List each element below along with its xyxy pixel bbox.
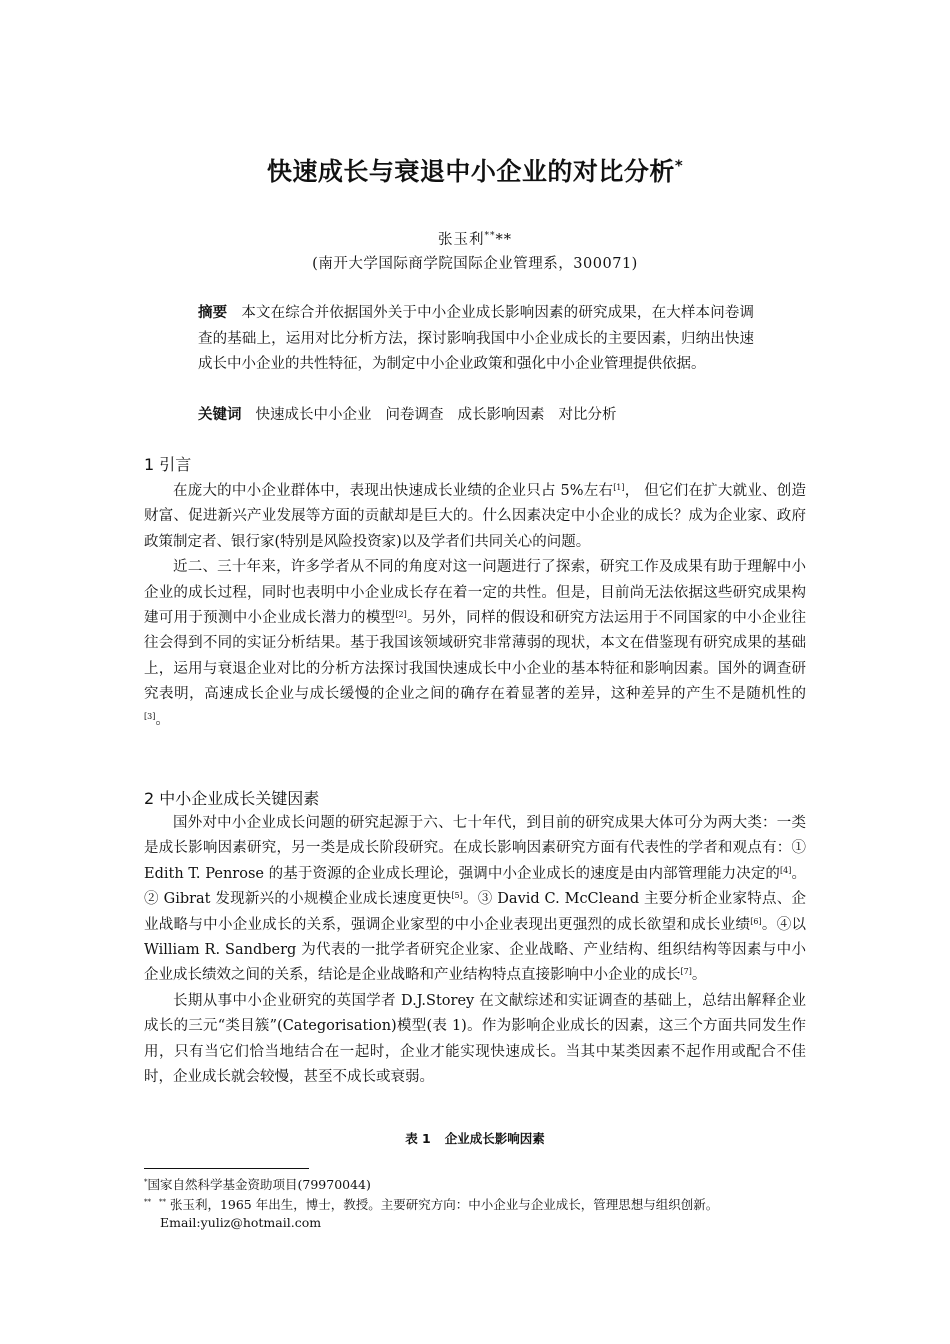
paragraph <box>144 811 806 989</box>
citation-ref: [6] <box>750 916 762 926</box>
citation-ref: [3] <box>144 711 156 721</box>
keywords-label: 关键词 <box>198 407 242 423</box>
abstract-label: 摘要 <box>198 305 228 321</box>
table-title: 企业成长影响因素 <box>444 1131 545 1146</box>
title-footnote-mark: * <box>674 156 684 175</box>
citation-ref: [7] <box>680 967 692 977</box>
citation-ref: [4] <box>780 865 792 875</box>
text-run: 在庞大的中小企业群体中，表现出快速成长业绩的企业只占 5%左右 <box>173 483 614 499</box>
text-run: 。 <box>155 711 170 728</box>
table-caption <box>0 1129 950 1147</box>
footnote-mark: ** <box>144 1198 151 1206</box>
text-run: 。② Gibrat 发现新兴的小规模企业成长速度更快 <box>144 865 807 908</box>
section-1-body <box>144 479 806 733</box>
text-run: 。 <box>691 967 707 984</box>
paragraph <box>144 555 806 733</box>
text-run: 。③ David C. McCleand 主要分析企业家特点、企业战略与中小企业成长的关系，强调企业家型的中小企业表现出更强烈的成长欲望和成长业绩 <box>144 891 806 933</box>
citation-ref: [1] <box>613 483 625 492</box>
footnote-text: 国家自然科学基金资助项目(79970044) <box>147 1177 371 1192</box>
abstract-text: 本文在综合并依据国外关于中小企业成长影响因素的研究成果，在大样本问卷调查的基础上，运用对比分析方法，探讨影响我国中小企业成长的主要因素，归纳出快速成长中小企业的共性特征，为制定中小企业政策和强化中小企业管理提供依据。 <box>198 305 755 372</box>
author-line <box>0 228 950 249</box>
author-footnote-mark-2: ** <box>495 232 512 248</box>
keyword-item: 成长影响因素 <box>457 407 545 423</box>
footnote-text: 张玉利，1965 年出生，博士，教授。主要研究方向：中小企业与企业成长，管理思想与组织创新。 <box>169 1197 719 1212</box>
text-run: 。④以 William R. Sandberg 为代表的一批学者研究企业家、企业战略、产业结构、组织结构等因素与中小企业成长绩效之间的关系，结论是企业战略和产业结构特点直接影响中小企业的成长 <box>144 916 807 984</box>
section-heading-2: 2 中小企业成长关键因素 <box>144 789 320 808</box>
paragraph: 长期从事中小企业研究的英国学者 D.J.Storey 在文献综述和实证调查的基础上，总结出解释企业成长的三元“类目簇”(Categorisation)模型(表 1)。作为影响企业成长的因素，这三个方面共同发生作用，只有当它们恰当地结合在一起时，企业才能实现快速成长。当其中某类因素不起作用或配合不佳时，企业成长就会较慢，甚至不成长或衰弱。 <box>144 992 806 1086</box>
footnote-mark-inline: ** <box>158 1198 166 1206</box>
footnote-divider <box>144 1168 309 1169</box>
text-run: ， 但它们在扩大就业、创造财富、促进新兴产业发展等方面的贡献却是巨大的。什么因素决定中小企业的成长？成为企业家、政府政策制定者、银行家(特别是风险投资家)以及学者们共同关心的问题。 <box>144 483 806 550</box>
author-footnote-mark: ** <box>484 231 496 242</box>
keyword-item: 快速成长中小企业 <box>255 407 372 423</box>
table-number: 表 1 <box>405 1131 431 1146</box>
title-text: 快速成长与衰退中小企业的对比分析 <box>266 157 675 186</box>
keyword-item: 问卷调查 <box>385 407 444 423</box>
footnote-mark: * <box>144 1178 148 1186</box>
paragraph <box>144 479 806 555</box>
author-affiliation: (南开大学国际商学院国际企业管理系，300071) <box>312 256 638 272</box>
citation-ref: [2] <box>395 610 407 620</box>
text-run: 。另外，同样的假设和研究方法运用于不同国家的中小企业往往会得到不同的实证分析结果。基于我国该领域研究非常薄弱的现状，本文在借鉴现有研究成果的基础上，运用与衰退企业对比的分析方法探讨我国快速成长中小企业的基本特征和影响因素。国外的调查研究表明，高速成长企业与成长缓慢的企业之间的确存在着显著的差异，这种差异的产生不是随机性的 <box>144 610 806 703</box>
footnote-1 <box>144 1175 806 1194</box>
text-run: 国外对中小企业成长问题的研究起源于六、七十年代，到目前的研究成果大体可分为两大类：一类是成长影响因素研究，另一类是成长阶段研究。在成长影响因素研究方面有代表性的学者和观点有：① Edith T. Penrose 的基于资源的企业成长理论，强调中小企业成长的速度是由内部管理能力决定的 <box>144 815 806 882</box>
abstract-block <box>198 301 754 378</box>
paper-title <box>0 152 950 188</box>
author-name: 张玉利 <box>438 232 485 248</box>
footnote-2 <box>144 1195 806 1214</box>
citation-ref: [5] <box>451 891 463 901</box>
keyword-item: 对比分析 <box>558 407 617 423</box>
keywords-block <box>198 403 754 429</box>
section-heading-1: 1 引言 <box>144 455 192 474</box>
section-2-body <box>144 811 806 1090</box>
footnote-email: Email:yuliz@hotmail.com <box>160 1215 322 1230</box>
text-run: 近二、三十年来，许多学者从不同的角度对这一问题进行了探索，研究工作及成果有助于理解中小企业的成长过程，同时也表明中小企业成长存在着一定的共性。但是，目前尚无法依据这些研究成果构建可用于预测中小企业成长潜力的模型 <box>144 559 806 627</box>
